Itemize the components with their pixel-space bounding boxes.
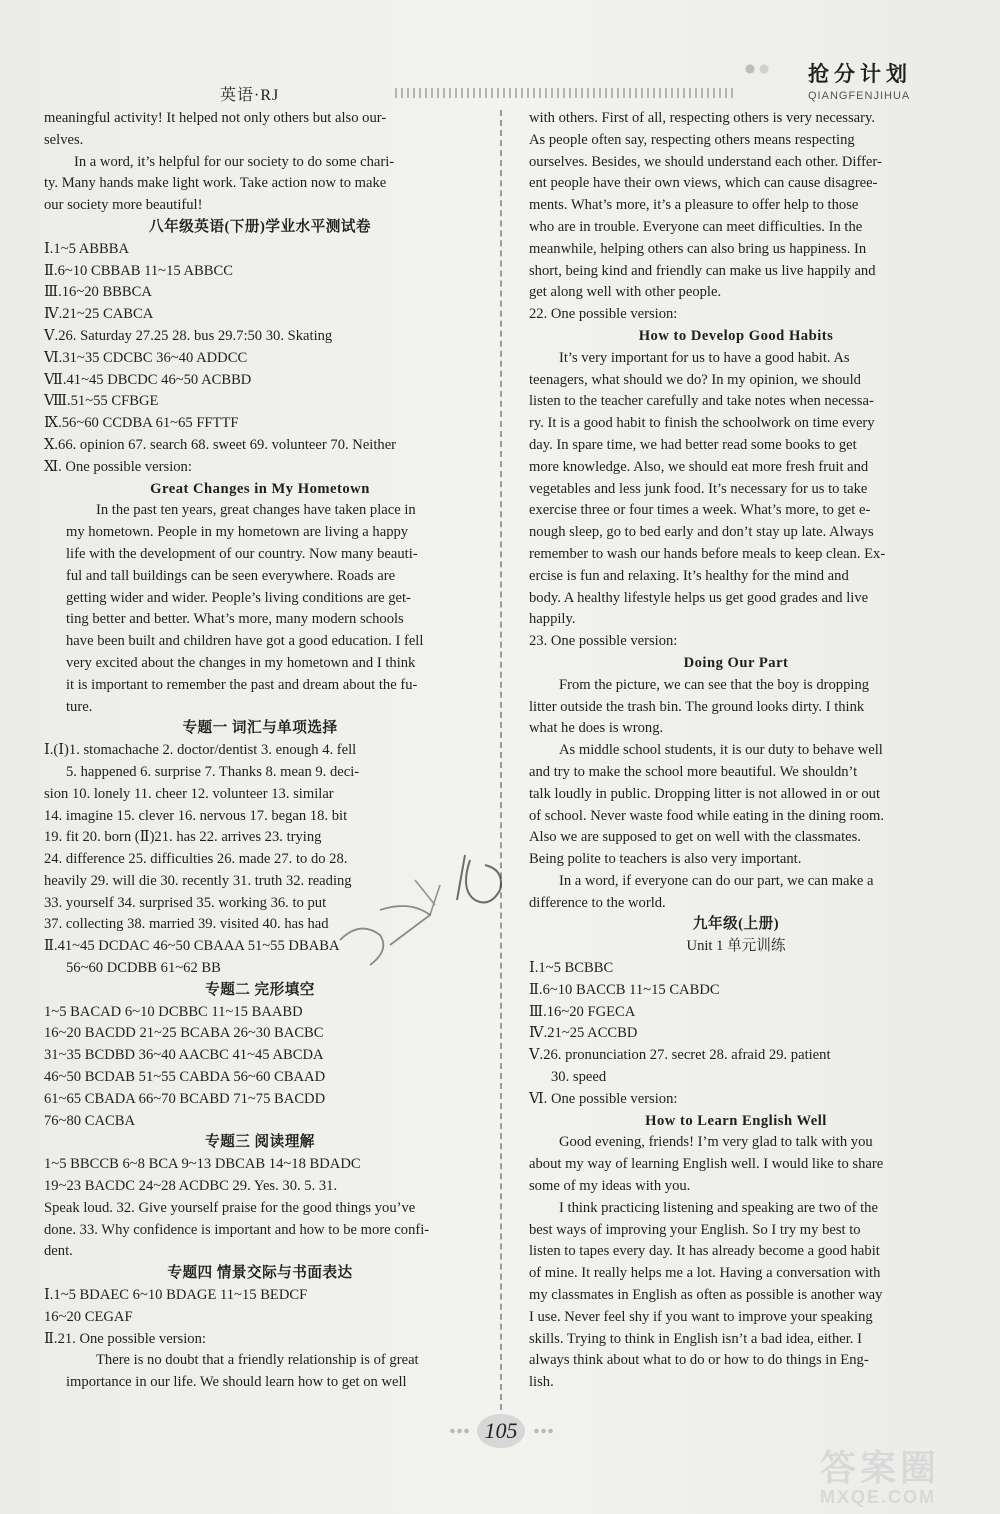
- text-line: litter outside the trash bin. The ground looks dirty. I think: [529, 698, 865, 715]
- answer-line: Ⅰ.1~5 BDAEC 6~10 BDAGE 11~15 BEDCF: [44, 1287, 308, 1304]
- text-line: always think about what to do or how to do things in Eng-: [529, 1352, 869, 1369]
- answer-line: 30. speed: [551, 1069, 607, 1086]
- text-line: difference to the world.: [529, 894, 666, 911]
- text-line: Good evening, friends! I’m very glad to talk with you: [559, 1134, 873, 1151]
- text-line: with others. First of all, respecting others is very necessary.: [529, 110, 875, 126]
- text-line: vegetables and less junk food. It’s necessary for us to take: [529, 480, 868, 497]
- answer-line: Ⅲ.16~20 BBBCA: [44, 284, 152, 301]
- answer-line: Ⅳ.21~25 ACCBD: [529, 1025, 638, 1042]
- text-line: talk loudly in public. Dropping litter is not allowed in or out: [529, 785, 881, 802]
- header-decoration-icon: [742, 62, 782, 76]
- answer-line: 1~5 BBCCB 6~8 BCA 9~13 DBCAB 14~18 BDADC: [44, 1156, 361, 1173]
- text-line: my hometown. People in my hometown are living a happy: [66, 524, 409, 541]
- text-line: day. In spare time, we had better read some books to get: [529, 436, 857, 453]
- answer-line: 56~60 DCDBB 61~62 BB: [66, 960, 221, 977]
- answer-line: heavily 29. will die 30. recently 31. truth 32. reading: [44, 872, 352, 889]
- answer-line: 24. difference 25. difficulties 26. made 27. to do 28.: [44, 851, 348, 868]
- unit-answers-cont: [529, 1067, 943, 1089]
- section-title: 专题四 情景交际与书面表达: [167, 1265, 353, 1282]
- text-line: ty. Many hands make light work. Take action now to make: [44, 175, 387, 192]
- text-line: In a word, it’s helpful for our society to do some chari-: [74, 153, 395, 170]
- text-line: In the past ten years, great changes have taken place in: [96, 502, 416, 519]
- answer-line: 37. collecting 38. married 39. visited 40. has had: [44, 916, 329, 933]
- answer-line: dent.: [44, 1243, 73, 1260]
- answer-line: Ⅺ. One possible version:: [44, 458, 192, 475]
- text-line: ting better and better. What’s more, many modern schools: [66, 611, 404, 628]
- text-line: more knowledge. Also, we should eat more fresh fruit and: [529, 458, 869, 475]
- answer-line: 16~20 BACDD 21~25 BCABA 26~30 BACBC: [44, 1025, 324, 1042]
- answer-line: 61~65 CBADA 66~70 BCABD 71~75 BACDD: [44, 1090, 326, 1107]
- page-number: [463, 1412, 539, 1452]
- page-dots-icon: [449, 1428, 469, 1434]
- answer-line: Ⅵ. One possible version:: [529, 1090, 678, 1107]
- answer-line: 31~35 BCDBD 36~40 AACBC 41~45 ABCDA: [44, 1047, 324, 1064]
- grade-title: 九年级(上册): [692, 916, 780, 933]
- text-line: ture.: [66, 698, 93, 715]
- text-line: who are in trouble. Everyone can meet difficulties. In the: [529, 218, 863, 235]
- text-line: From the picture, we can see that the boy is dropping: [559, 676, 870, 693]
- essay-title: How to Learn English Well: [645, 1112, 827, 1129]
- text-line: importance in our life. We should learn how to get on well: [66, 1374, 407, 1391]
- text-line: ercise is fun and relaxing. It’s healthy for the mind and: [529, 567, 849, 584]
- text-line: my classmates in English as often as possible is another way: [529, 1287, 883, 1304]
- watermark-logo: [820, 1440, 990, 1510]
- header-subject: 英语·RJ: [220, 87, 280, 104]
- answer-line: Ⅱ.21. One possible version:: [44, 1330, 206, 1347]
- text-line: Being polite to teachers is also very important.: [529, 851, 802, 868]
- text-line: getting wider and wider. People’s living conditions are get-: [66, 589, 411, 606]
- answer-line: Ⅰ.1~5 ABBBA: [44, 240, 130, 257]
- text-line: and try to make the school more beautiful. We shouldn’t: [529, 763, 858, 780]
- text-line: our society more beautiful!: [44, 197, 203, 214]
- text-line: about my way of learning English well. I would like to share: [529, 1156, 884, 1173]
- text-line: There is no doubt that a friendly relationship is of great: [96, 1352, 419, 1369]
- text-line: body. A healthy lifestyle helps us get good grades and live: [529, 589, 869, 606]
- text-line: As people often say, respecting others means respecting: [529, 131, 855, 148]
- text-line: some of my ideas with you.: [529, 1178, 691, 1195]
- answer-line: Ⅴ.26. Saturday 27.25 28. bus 29.7:50 30. Skating: [44, 327, 333, 344]
- text-line: it is important to remember the past and dream about the fu-: [66, 676, 418, 693]
- text-line: very excited about the changes in my hometown and I think: [66, 654, 416, 671]
- text-line: ments. What’s more, it’s a pleasure to offer help to those: [529, 197, 859, 214]
- text-line: listen to tapes every day. It has already become a good habit: [529, 1243, 880, 1260]
- text-line: short, being kind and friendly can make us live happily and: [529, 262, 876, 279]
- answer-line: 19. fit 20. born (Ⅱ)21. has 22. arrives 23. trying: [44, 829, 322, 846]
- section-title: 专题一 词汇与单项选择: [182, 720, 338, 737]
- text-line: best ways of improving your English. So I try my best to: [529, 1221, 861, 1238]
- essay-title: How to Develop Good Habits: [638, 327, 834, 344]
- answer-line: Ⅱ.41~45 DCDAC 46~50 CBAAA 51~55 DBABA: [44, 938, 340, 955]
- text-line: lish.: [529, 1374, 554, 1391]
- text-line: remember to wash our hands before meals to keep clean. Ex-: [529, 545, 886, 562]
- answer-line: Ⅱ.6~10 CBBAB 11~15 ABBCC: [44, 262, 233, 279]
- answer-line: Ⅸ.56~60 CCDBA 61~65 FFTTF: [44, 415, 239, 432]
- left-column: [44, 108, 476, 1394]
- answer-line: Ⅰ.(Ⅰ)1. stomachache 2. doctor/dentist 3. enough 4. fell: [44, 742, 357, 759]
- section-title: 专题三 阅读理解: [205, 1134, 315, 1151]
- text-line: teenagers, what should we do? In my opinion, we should: [529, 371, 861, 388]
- text-line: selves.: [44, 131, 84, 148]
- answer-line: 14. imagine 15. clever 16. nervous 17. began 18. bit: [44, 807, 348, 824]
- right-column: [529, 108, 943, 1394]
- text-line: of school. Never waste food while eating in the dining room.: [529, 807, 885, 824]
- text-line: listen to the teacher carefully and take notes when necessa-: [529, 393, 874, 410]
- text-line: have been built and children have got a good education. I fell: [66, 633, 424, 650]
- text-line: what he does is wrong.: [529, 720, 664, 737]
- text-line: I think practicing listening and speaking are two of the: [559, 1199, 878, 1216]
- answer-line: Ⅰ.1~5 BCBBC: [529, 960, 614, 977]
- vocab-answers: [44, 762, 476, 784]
- answer-line: 19~23 BACDC 24~28 ACDBC 29. Yes. 30. 5. 31.: [44, 1178, 338, 1195]
- text-line: In a word, if everyone can do our part, we can make a: [559, 872, 874, 889]
- text-line: skills. Trying to think in English isn’t a bad idea, either. I: [529, 1330, 862, 1347]
- answer-line: 22. One possible version:: [529, 306, 678, 323]
- page-number-text: 105: [484, 1418, 518, 1443]
- essay-title: Great Changes in My Hometown: [150, 480, 370, 497]
- text-line: Also we are supposed to get on well with the classmates.: [529, 829, 861, 846]
- answer-line: sion 10. lonely 11. cheer 12. volunteer 13. similar: [44, 785, 334, 802]
- brand-pinyin: QIANGFENJIHUA: [808, 90, 911, 102]
- page-dots-icon: [533, 1428, 553, 1434]
- header-rule: [395, 88, 735, 98]
- answer-line: 5. happened 6. surprise 7. Thanks 8. mean 9. deci-: [66, 763, 360, 780]
- text-line: nough sleep, go to bed early and don’t stay up late. Always: [529, 524, 874, 541]
- text-line: life with the development of our country. Now many beauti-: [66, 545, 418, 562]
- brand-title: 抢分计划: [808, 62, 912, 86]
- answer-line: Ⅴ.26. pronunciation 27. secret 28. afraid 29. patient: [529, 1047, 831, 1064]
- answer-line: 23. One possible version:: [529, 633, 678, 650]
- column-divider: [500, 110, 502, 1410]
- text-line: I use. Never feel shy if you want to improve your speaking: [529, 1308, 873, 1325]
- text-line: meaningful activity! It helped not only others but also our-: [44, 110, 387, 126]
- answer-line: Ⅵ.31~35 CDCBC 36~40 ADDCC: [44, 349, 248, 366]
- section-title: 八年级英语(下册)学业水平测试卷: [148, 218, 372, 235]
- answer-line: 33. yourself 34. surprised 35. working 36. to put: [44, 894, 327, 911]
- essay-body: [44, 500, 476, 718]
- answer-line: Ⅷ.51~55 CFBGE: [44, 393, 159, 410]
- watermark-text: 答案圈: [820, 1447, 941, 1488]
- handwriting-scribble-icon: [320, 840, 520, 980]
- text-line: happily.: [529, 611, 576, 628]
- text-line: ful and tall buildings can be seen everywhere. Roads are: [66, 567, 396, 584]
- text-line: exercise three or four times a week. What’s more, to get e-: [529, 502, 871, 519]
- text-line: get along well with other people.: [529, 284, 722, 301]
- answer-line: Ⅳ.21~25 CABCA: [44, 306, 154, 323]
- answer-line: Ⅱ.6~10 BACCB 11~15 CABDC: [529, 981, 720, 998]
- answer-line: Ⅹ.66. opinion 67. search 68. sweet 69. volunteer 70. Neither: [44, 436, 397, 453]
- unit-title: Unit 1 单元训练: [686, 938, 786, 955]
- answer-line: 46~50 BCDAB 51~55 CABDA 56~60 CBAAD: [44, 1069, 326, 1086]
- answer-line: 1~5 BACAD 6~10 DCBBC 11~15 BAABD: [44, 1003, 303, 1020]
- answer-line: Ⅶ.41~45 DBCDC 46~50 ACBBD: [44, 371, 252, 388]
- text-line: meanwhile, helping others can also bring us happiness. In: [529, 240, 867, 257]
- text-line: As middle school students, it is our duty to behave well: [559, 742, 883, 759]
- essay-title: Doing Our Part: [683, 654, 789, 671]
- text-line: It’s very important for us to have a good habit. As: [559, 349, 850, 366]
- answer-line: Speak loud. 32. Give yourself praise for the good things you’ve: [44, 1199, 416, 1216]
- essay-body: [44, 1350, 476, 1394]
- section-title: 专题二 完形填空: [205, 981, 315, 998]
- answer-line: 76~80 CACBA: [44, 1112, 136, 1129]
- answer-line: 16~20 CEGAF: [44, 1308, 133, 1325]
- text-line: ent people have their own views, which can cause disagree-: [529, 175, 878, 192]
- answer-line: Ⅲ.16~20 FGECA: [529, 1003, 636, 1020]
- text-line: ourselves. Besides, we should understand each other. Differ-: [529, 153, 882, 170]
- text-line: ry. It is a good habit to finish the schoolwork on time every: [529, 415, 875, 432]
- header-brand: [808, 58, 912, 102]
- text-line: of mine. It really helps me a lot. Having a conversation with: [529, 1265, 881, 1282]
- watermark-url: MXQE.COM: [820, 1487, 937, 1507]
- answer-line: done. 33. Why confidence is important and how to be more confi-: [44, 1221, 430, 1238]
